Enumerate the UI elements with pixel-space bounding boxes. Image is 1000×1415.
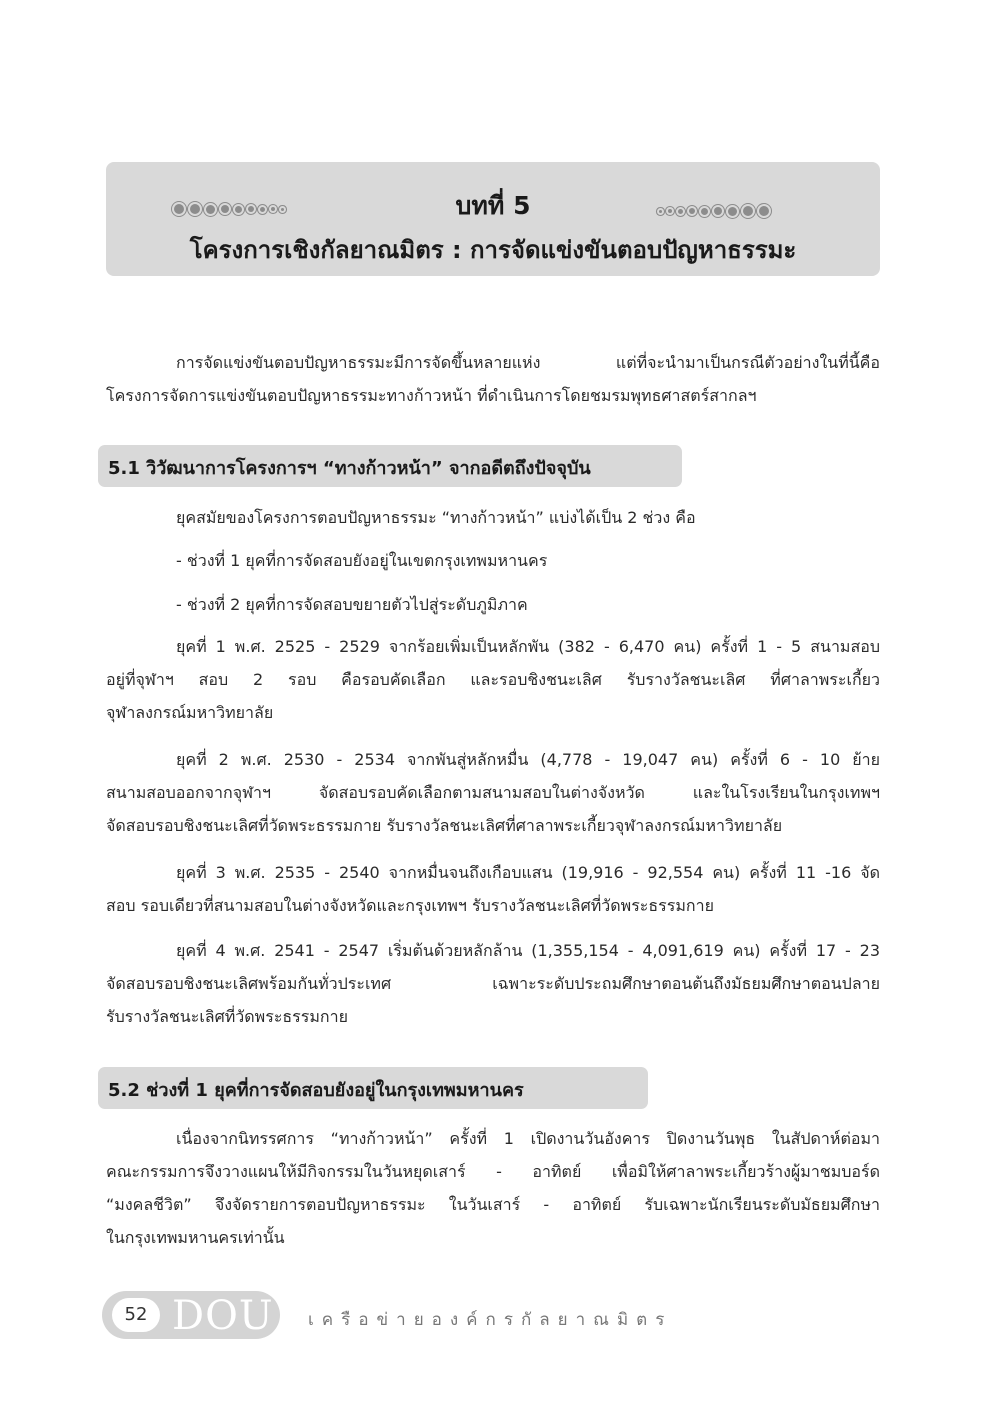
section-heading-bar [98, 1067, 648, 1109]
overview-text: ยุคสมัยของโครงการตอบปัญหาธรรมะ “ทางก้าวหน้า” แบ่งได้เป็น 2 ช่วง คือ [176, 508, 696, 527]
dot-icon [668, 209, 672, 213]
dot-icon [728, 207, 737, 216]
paragraph-line: “มงคลชีวิต” จึงจัดรายการตอบปัญหาธรรมะ ในวันเสาร์ - อาทิตย์ รับเฉพาะนักเรียนระดับมัธยมศึกษา [106, 1195, 880, 1214]
paragraph-line: ยุคที่ 4 พ.ศ. 2541 - 2547 เริ่มต้นด้วยหลักล้าน (1,355,154 - 4,091,619 คน) ครั้งที่ 17 - 23 [176, 941, 881, 960]
dot-icon [701, 208, 708, 215]
period-item: - ช่วงที่ 2 ยุคที่การจัดสอบขยายตัวไปสู่ระดับภูมิภาค [176, 595, 528, 614]
footer-network-text: เครือข่ายองค์กรกัลยาณมิตร [308, 1310, 673, 1330]
dot-icon [743, 206, 753, 216]
page-number: 52 [112, 1298, 160, 1332]
paragraph-line: จัดสอบรอบชิงชนะเลิศพร้อมกันทั่วประเทศ เฉพาะระดับประถมศึกษาตอนต้นถึงมัธยมศึกษาตอนปลาย [106, 974, 880, 993]
paragraph-line: ในกรุงเทพมหานครเท่านั้น [106, 1228, 285, 1247]
dot-icon [659, 210, 662, 213]
era-paragraph [106, 856, 880, 922]
paragraph-line: คณะกรรมการจึงวางแผนให้มีกิจกรรมในวันหยุดเสาร์ - อาทิตย์ เพื่อมิให้ศาลาพระเกี้ยวร้างผู้มาชมบอร์ด [106, 1162, 880, 1181]
dot-icon [714, 207, 722, 215]
chapter-header [106, 162, 880, 276]
chapter-title: บทที่ 5 [455, 191, 531, 220]
period-item: - ช่วงที่ 1 ยุคที่การจัดสอบยังอยู่ในเขตกรุงเทพมหานคร [176, 551, 548, 570]
intro-paragraph [106, 346, 880, 412]
section-heading: 5.1 วิวัฒนาการโครงการฯ “ทางก้าวหน้า” จากอดีตถึงปัจจุบัน [108, 458, 591, 479]
paragraph-line: ยุคที่ 3 พ.ศ. 2535 - 2540 จากหมื่นจนถึงเกือบแสน (19,916 - 92,554 คน) ครั้งที่ 11 -16 จัด [176, 863, 881, 882]
dot-icon [689, 208, 695, 214]
paragraph-line: อยู่ที่จุฬาฯ สอบ 2 รอบ คือรอบคัดเลือก และรอบชิงชนะเลิศ รับรางวัลชนะเลิศ ที่ศาลาพระเกี้ยว [106, 670, 880, 689]
paragraph-line: โครงการจัดการแข่งขันตอบปัญหาธรรมะทางก้าวหน้า ที่ดำเนินการโดยชมรมพุทธศาสตร์สากลฯ [106, 386, 757, 405]
dot-icon [678, 209, 683, 214]
paragraph-line: ยุคที่ 2 พ.ศ. 2530 - 2534 จากพันสู่หลักหมื่น (4,778 - 19,047 คน) ครั้งที่ 6 - 10 ย้าย [176, 750, 880, 769]
era-paragraph [106, 743, 880, 842]
section-heading: 5.2 ช่วงที่ 1 ยุคที่การจัดสอบยังอยู่ในกรุงเทพมหานคร [108, 1080, 524, 1101]
section-heading-bar [98, 445, 682, 487]
paragraph-line: รับรางวัลชนะเลิศที่วัดพระธรรมกาย [106, 1007, 348, 1026]
chapter-subtitle: โครงการเชิงกัลยาณมิตร : การจัดแข่งขันตอบปัญหาธรรมะ [189, 236, 797, 264]
paragraph-line: สนามสอบออกจากจุฬาฯ จัดสอบรอบคัดเลือกตามสนามสอบในต่างจังหวัด และในโรงเรียนในกรุงเทพฯ [106, 783, 880, 802]
dou-logo: DOU [172, 1293, 274, 1339]
era-paragraph [106, 934, 880, 1033]
section2-paragraph [106, 1122, 880, 1254]
paragraph-line: ยุคที่ 1 พ.ศ. 2525 - 2529 จากร้อยเพิ่มเป็นหลักพัน (382 - 6,470 คน) ครั้งที่ 1 - 5 สนามสอบ [176, 637, 880, 656]
paragraph-line: การจัดแข่งขันตอบปัญหาธรรมะมีการจัดขึ้นหลายแห่ง แต่ที่จะนำมาเป็นกรณีตัวอย่างในที่นี้คือ [176, 353, 880, 372]
era-paragraph [106, 630, 880, 729]
paragraph-line: สอบ รอบเดียวที่สนามสอบในต่างจังหวัดและกรุงเทพฯ รับรางวัลชนะเลิศที่วัดพระธรรมกาย [106, 896, 714, 915]
decorative-dots-right [659, 206, 769, 216]
paragraph-line: จุฬาลงกรณ์มหาวิทยาลัย [106, 703, 274, 722]
paragraph-line: เนื่องจากนิทรรศการ “ทางก้าวหน้า” ครั้งที่ 1 เปิดงานวันอังคาร ปิดงานวันพุธ ในสัปดาห์ต่อมา [176, 1129, 880, 1148]
dot-icon [759, 206, 769, 216]
paragraph-line: จัดสอบรอบชิงชนะเลิศที่วัดพระธรรมกาย รับรางวัลชนะเลิศที่ศาลาพระเกี้ยวจุฬาลงกรณ์มหาวิทยาลัย [106, 816, 783, 835]
footer-badge [102, 1291, 280, 1339]
